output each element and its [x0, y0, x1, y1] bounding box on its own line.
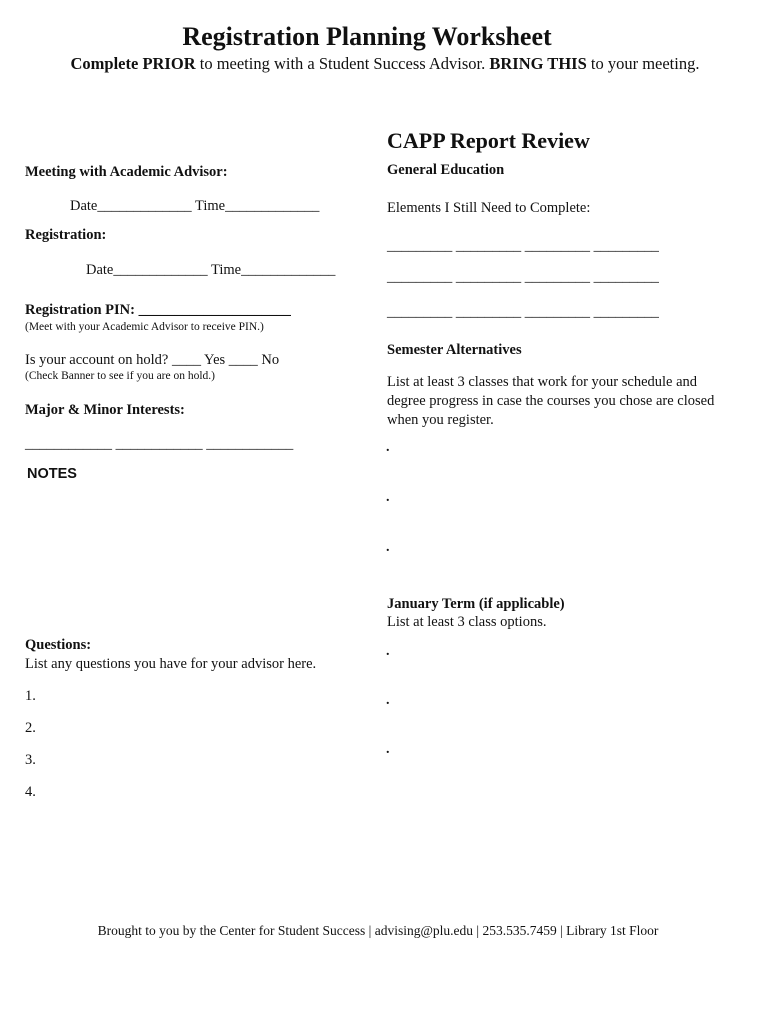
question-number: 1. — [25, 688, 36, 704]
major-minor-heading: Major & Minor Interests: — [25, 402, 185, 418]
registration-date-time-field[interactable]: Date_____________ Time_____________ — [86, 262, 336, 278]
january-term-heading: January Term (if applicable) — [387, 596, 565, 612]
elements-to-complete-label: Elements I Still Need to Complete: — [387, 200, 591, 216]
subtitle-end: to your meeting. — [586, 54, 700, 73]
footer-contact: Brought to you by the Center for Student Success | advising@plu.edu | 253.535.7459 | Library 1st Floor — [97, 923, 659, 938]
gen-ed-blank-row[interactable]: _________ _________ _________ _________ — [387, 304, 659, 320]
subtitle-complete-prior: Complete PRIOR — [70, 54, 196, 73]
notes-heading: NOTES — [27, 466, 77, 482]
question-number: 2. — [25, 720, 36, 736]
questions-heading: Questions: — [25, 637, 92, 653]
jterm-bullet: . — [386, 742, 390, 757]
meeting-heading: Meeting with Academic Advisor: — [25, 164, 228, 180]
hold-note: (Check Banner to see if you are on hold.) — [25, 370, 216, 382]
major-minor-blanks[interactable]: ____________ ____________ ____________ — [25, 436, 294, 452]
semester-bullet: . — [386, 540, 390, 555]
account-hold-question[interactable]: Is your account on hold? ____ Yes ____ No — [25, 352, 280, 368]
subtitle-bring-this: BRING THIS — [489, 54, 587, 73]
jterm-bullet: . — [386, 693, 390, 708]
general-education-heading: General Education — [387, 162, 505, 178]
page-subtitle — [0, 54, 770, 74]
capp-report-heading: CAPP Report Review — [387, 128, 590, 153]
january-term-instructions: List at least 3 class options. — [387, 614, 547, 630]
pin-note: (Meet with your Academic Advisor to receive PIN.) — [25, 321, 264, 333]
semester-alternatives-instructions: List at least 3 classes that work for your schedule and degree progress in case the courses you chose are closed when you register. — [387, 374, 715, 428]
semester-alternatives-heading: Semester Alternatives — [387, 342, 522, 358]
question-number: 3. — [25, 752, 36, 768]
question-number: 4. — [25, 784, 36, 800]
semester-bullet: . — [386, 490, 390, 505]
gen-ed-blank-row[interactable]: _________ _________ _________ _________ — [387, 269, 659, 285]
registration-pin-field[interactable]: Registration PIN: _____________________ — [25, 302, 291, 318]
subtitle-middle: to meeting with a Student Success Advisor. — [195, 54, 490, 73]
meeting-date-time-field[interactable]: Date_____________ Time_____________ — [70, 198, 320, 214]
questions-instructions: List any questions you have for your advisor here. — [25, 656, 317, 672]
gen-ed-blank-row[interactable]: _________ _________ _________ _________ — [387, 238, 659, 254]
page-title: Registration Planning Worksheet — [182, 22, 552, 51]
semester-bullet: . — [386, 440, 390, 455]
jterm-bullet: . — [386, 644, 390, 659]
registration-heading: Registration: — [25, 227, 107, 243]
